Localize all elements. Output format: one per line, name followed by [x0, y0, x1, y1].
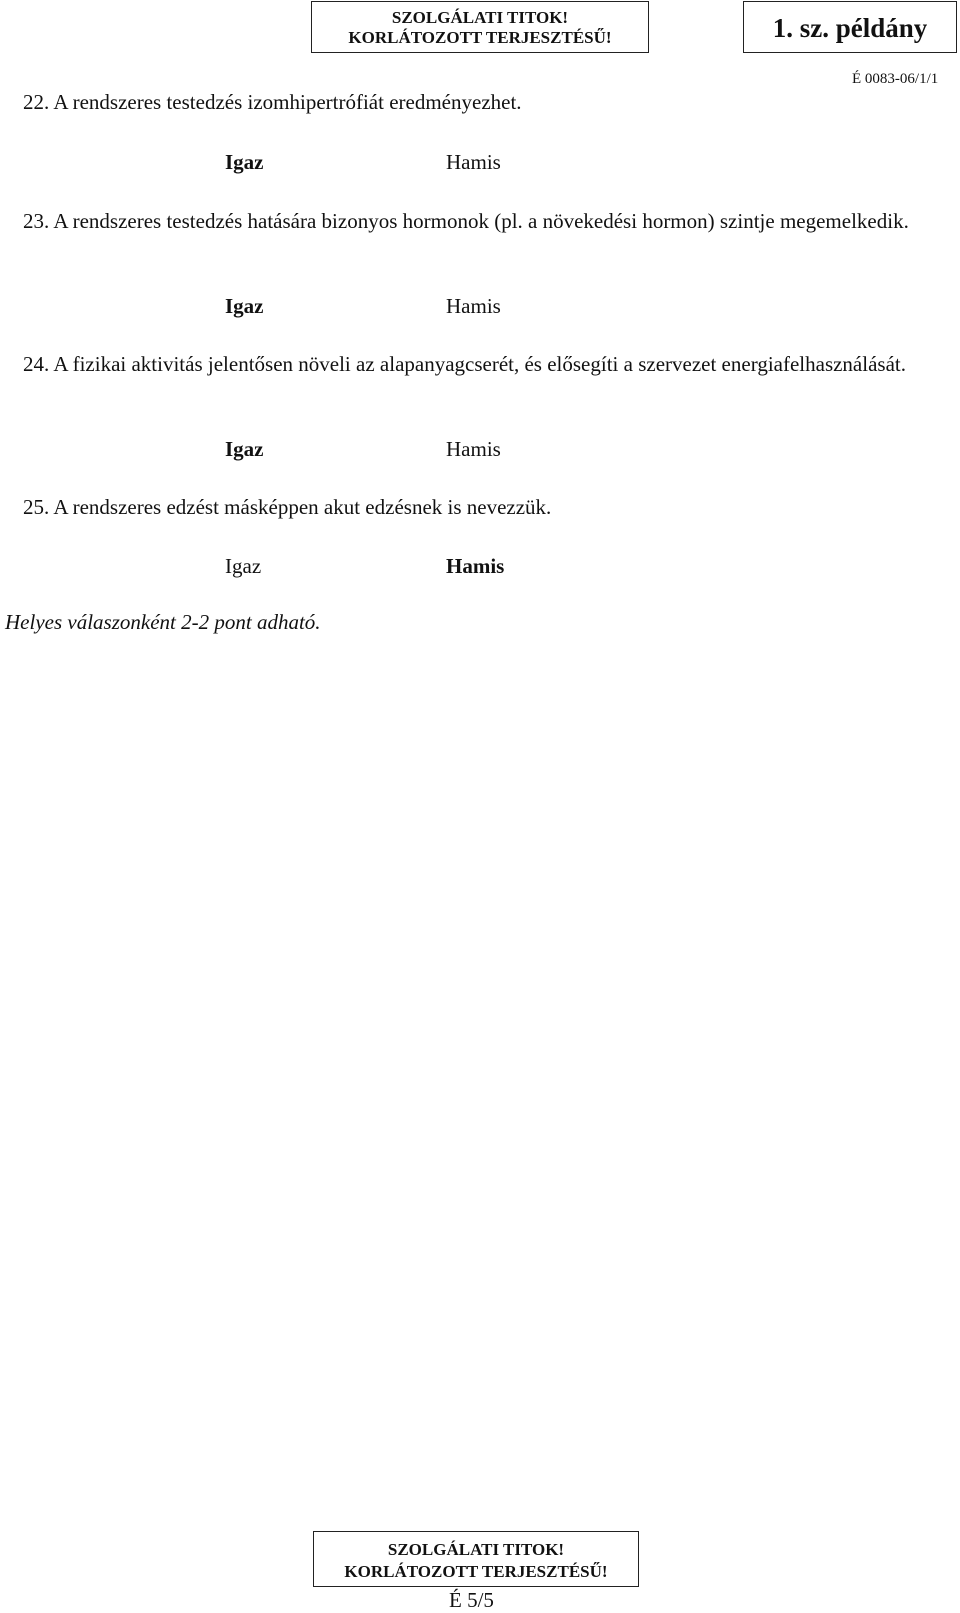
question-24: 24. A fizikai aktivitás jelentősen növeli az alapanyagcserét, és elősegíti a szervezet energiafelhasználását. [23, 352, 906, 376]
answer-option-true: Igaz [225, 554, 262, 578]
copy-number-box [743, 1, 957, 53]
footer-classification-line1: SZOLGÁLATI TITOK! [387, 1540, 565, 1559]
classification-line1: SZOLGÁLATI TITOK! [391, 8, 569, 27]
answer-option-false: Hamis [446, 554, 505, 578]
question-23: 23. A rendszeres testedzés hatására bizonyos hormonok (pl. a növekedési hormon) szintje megemelkedik. [23, 209, 909, 233]
classification-box [311, 1, 649, 53]
classification-line2: KORLÁTOZOTT TERJESZTÉSŰ! [348, 28, 612, 47]
answer-option-false: Hamis [446, 294, 501, 318]
answer-option-false: Hamis [446, 437, 501, 461]
copy-label: 1. sz. példány [772, 13, 928, 43]
page-number: É 5/5 [449, 1588, 494, 1612]
answer-option-false: Hamis [446, 150, 501, 174]
answer-option-true: Igaz [225, 150, 264, 174]
scoring-note: Helyes válaszonként 2-2 pont adható. [5, 610, 321, 634]
footer-classification-line2: KORLÁTOZOTT TERJESZTÉSŰ! [344, 1562, 608, 1581]
question-22: 22. A rendszeres testedzés izomhipertrófiát eredményezhet. [23, 90, 522, 114]
footer-classification-box [313, 1531, 639, 1587]
answer-option-true: Igaz [225, 437, 264, 461]
question-25: 25. A rendszeres edzést másképpen akut edzésnek is nevezzük. [23, 495, 552, 519]
document-code: É 0083-06/1/1 [852, 71, 939, 87]
answer-option-true: Igaz [225, 294, 264, 318]
